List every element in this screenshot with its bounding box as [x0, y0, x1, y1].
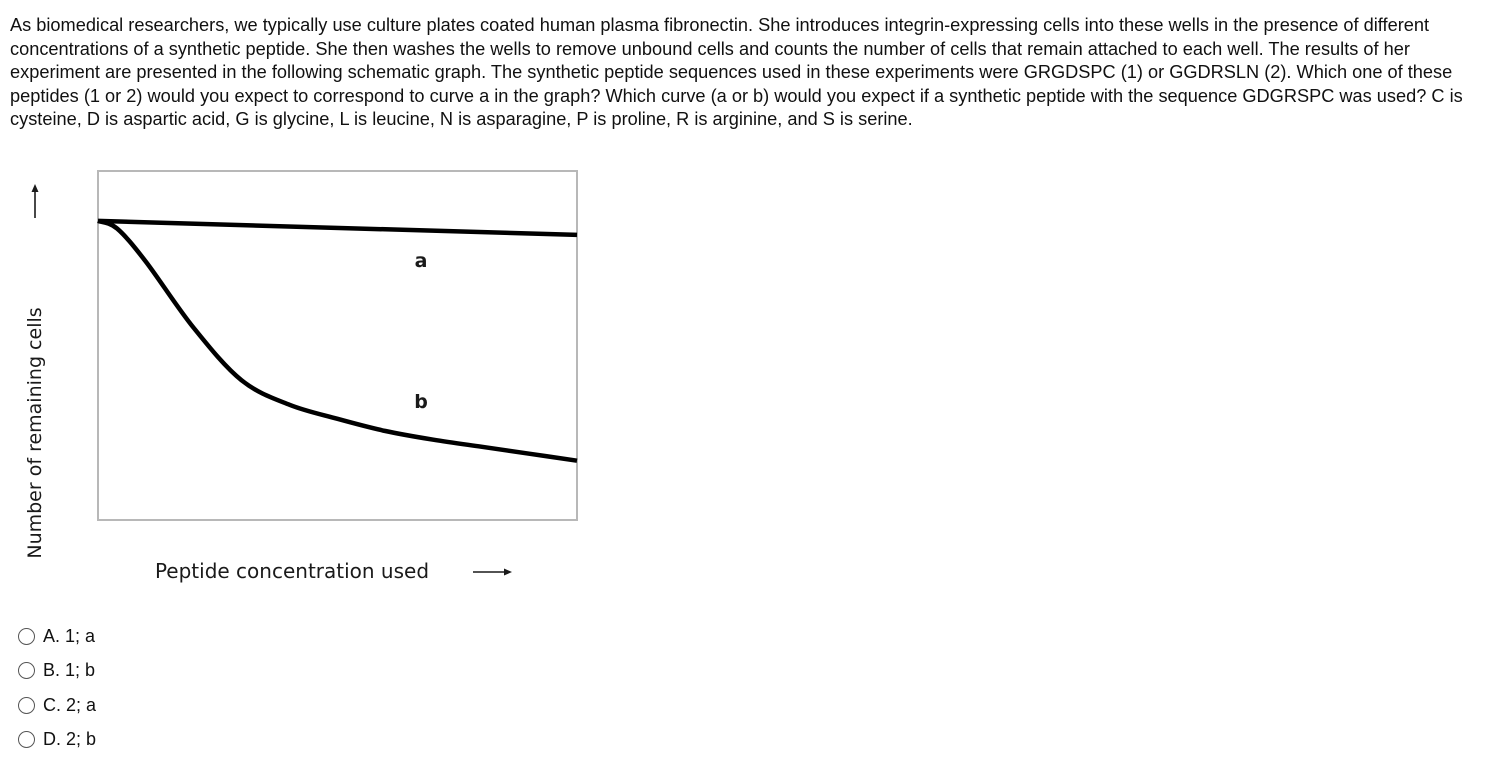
series-layer — [98, 221, 577, 461]
x-axis-arrow-head — [504, 569, 512, 576]
radio-button[interactable] — [18, 628, 35, 645]
y-axis-label: Number of remaining cells — [24, 307, 46, 559]
radio-button[interactable] — [18, 731, 35, 748]
curve-label-b: b — [414, 391, 428, 413]
curve-label-a: a — [414, 250, 428, 272]
question-text: As biomedical researchers, we typically use culture plates coated human plasma fibronectin. She introduces integrin-expressing cells into these wells in the presence of different concentrations of a synthetic peptide. She then washes the wells to remove unbound cells and counts the number of cells that remain attached to each well. The results of her experiment are presented in the following schematic graph. The synthetic peptide sequences used in these experiments were GRGDSPC (1) or GGDRSLN (2). Which one of these peptides (1 or 2) would you expect to correspond to curve a in the graph? Which curve (a or b) would you expect if a synthetic peptide with the sequence GDGRSPC was used? C is cysteine, D is aspartic acid, G is glycine, L is leucine, N is asparagine, P is proline, R is arginine, and S is serine. — [10, 15, 1463, 129]
radio-button[interactable] — [18, 697, 35, 714]
option-label: B. 1; b — [43, 660, 96, 681]
answer-options — [18, 619, 96, 757]
peptide-graph — [0, 160, 600, 600]
option-b[interactable] — [18, 654, 96, 689]
chart-svg — [0, 160, 600, 600]
y-axis-arrow-head — [32, 184, 39, 192]
option-c[interactable] — [18, 688, 96, 723]
series-line-b — [98, 221, 577, 461]
x-axis-label: Peptide concentration used — [154, 559, 430, 583]
option-label: C. 2; a — [43, 694, 97, 715]
radio-button[interactable] — [18, 662, 35, 679]
series-line-a — [98, 221, 577, 235]
option-label: D. 2; b — [43, 729, 97, 750]
option-a[interactable] — [18, 619, 96, 654]
option-label: A. 1; a — [43, 625, 96, 646]
option-d[interactable] — [18, 723, 96, 758]
